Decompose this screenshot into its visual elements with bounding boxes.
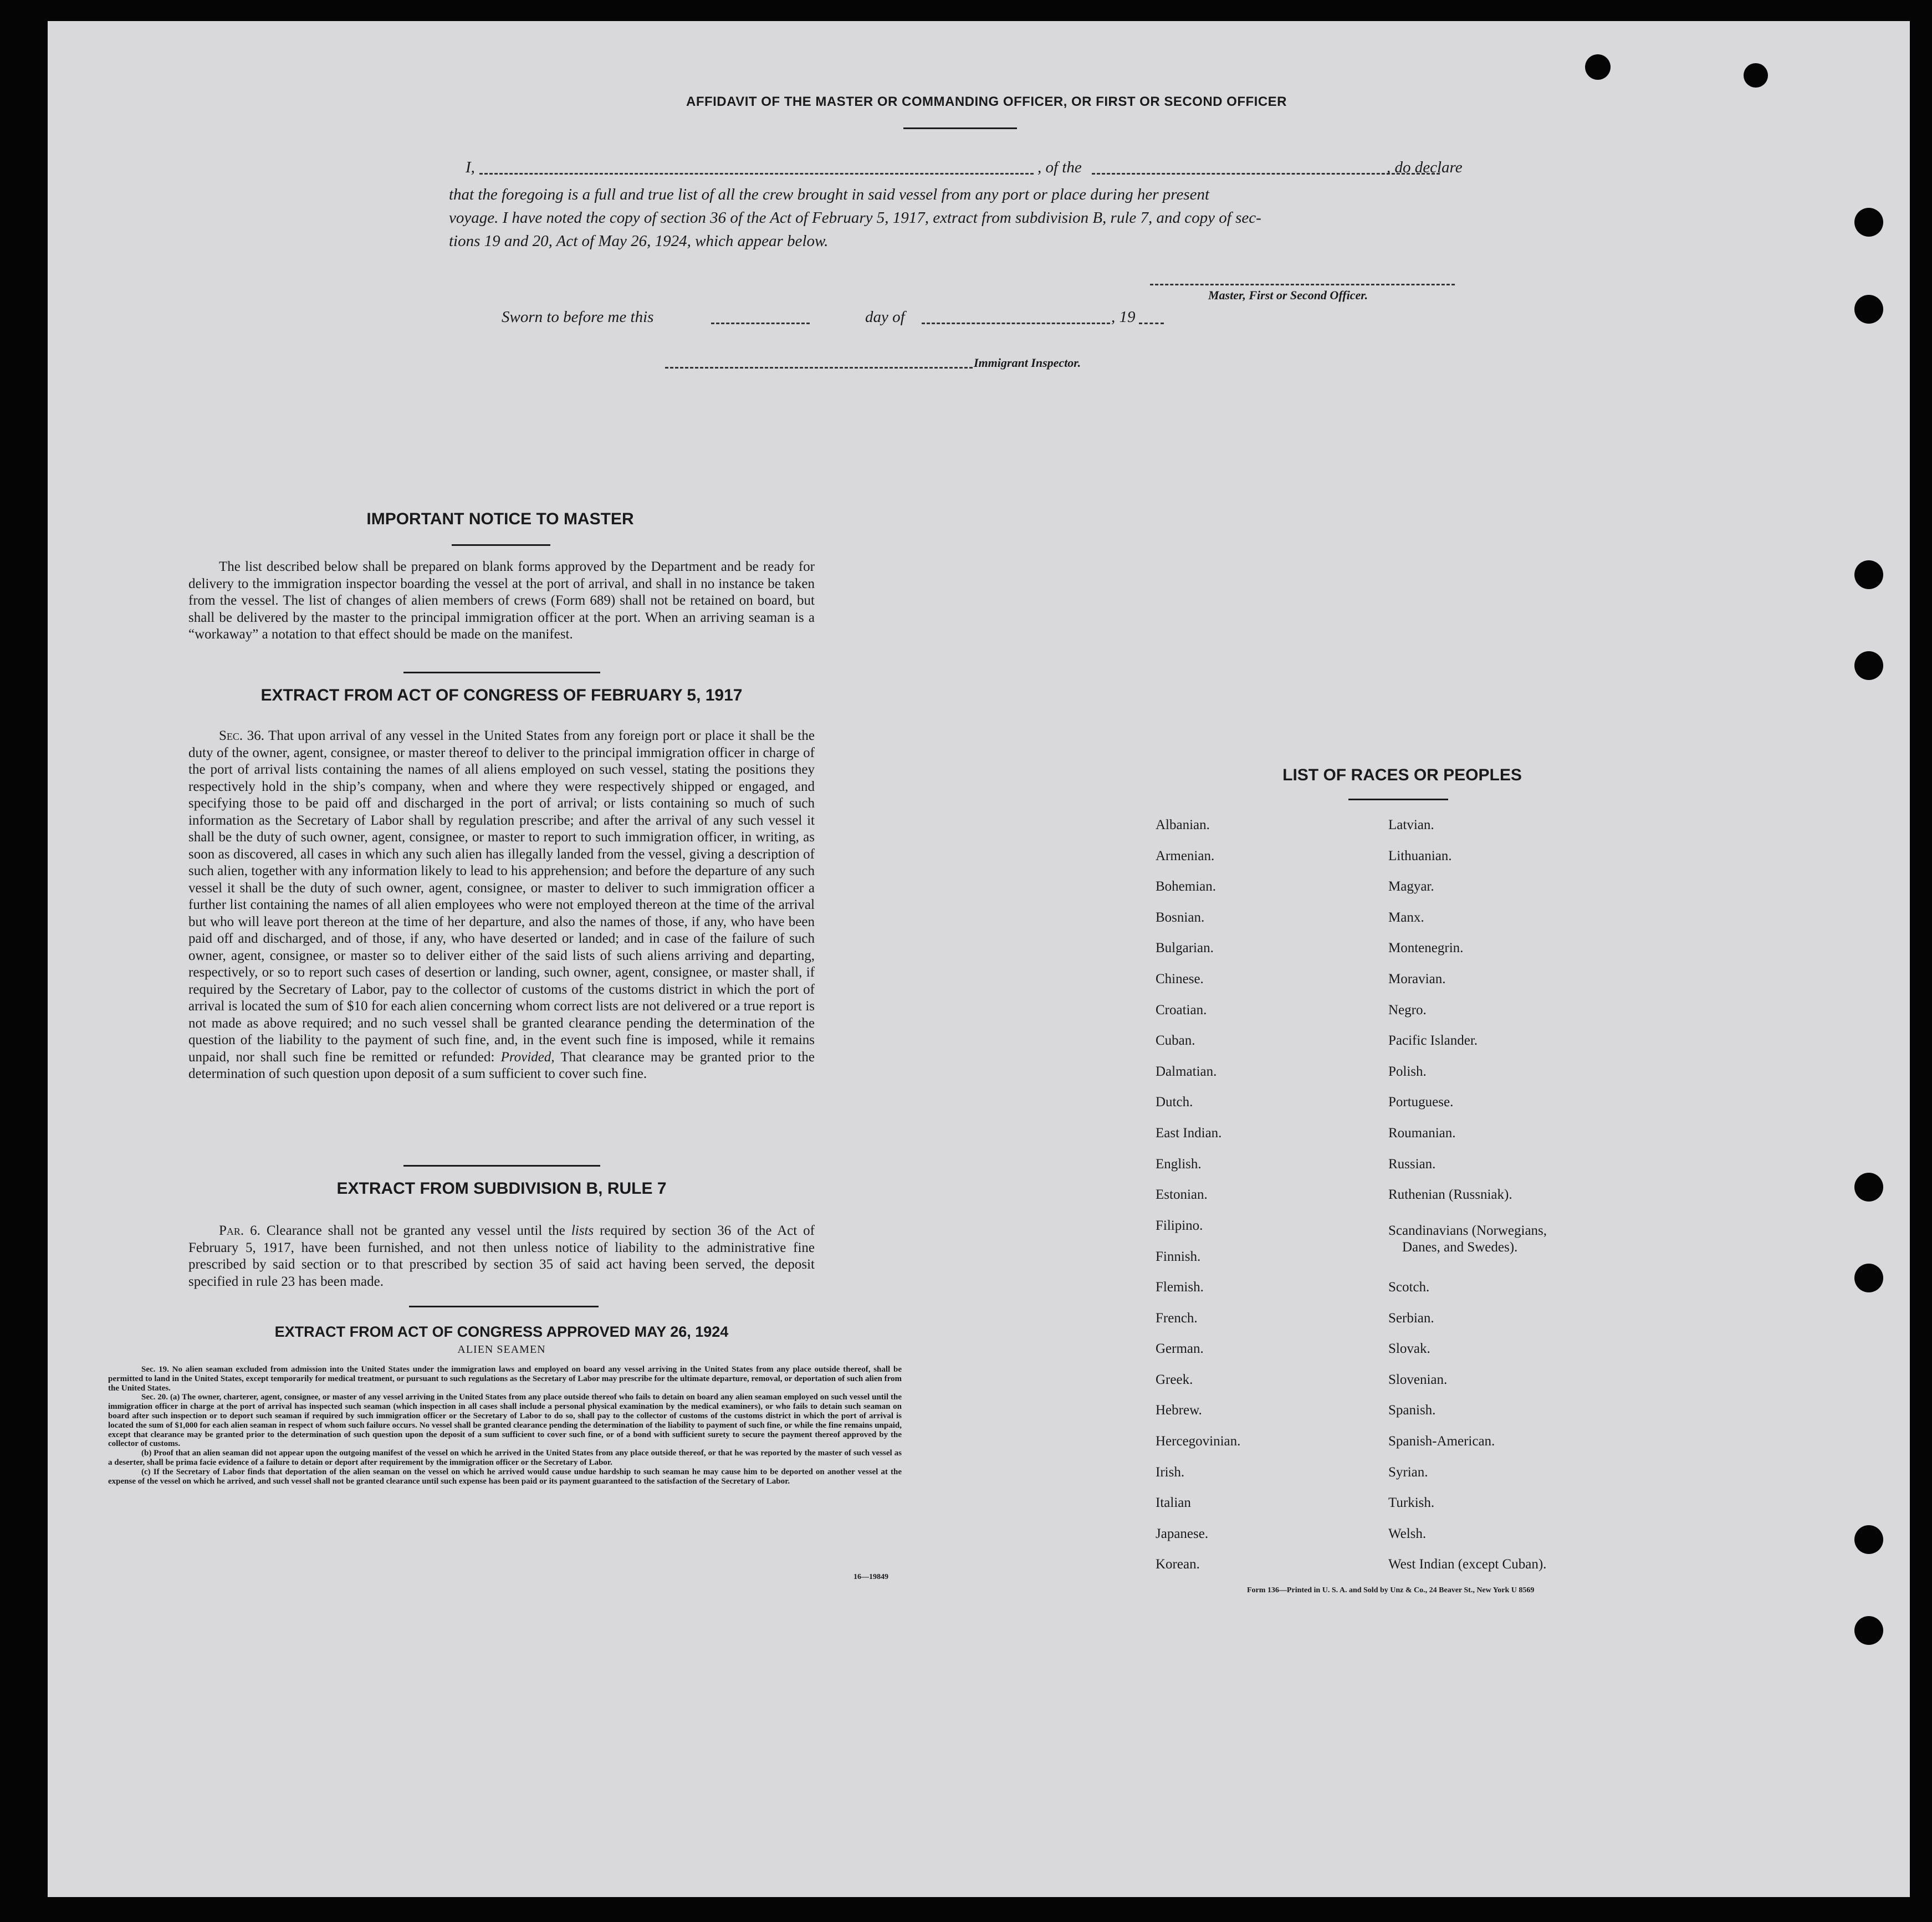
race-item: English. [1156,1156,1202,1172]
form-footer: Form 136—Printed in U. S. A. and Sold by Unz & Co., 24 Beaver St., New York U 8569 [1247,1586,1535,1594]
punch-hole [1854,295,1883,324]
race-item: Latvian. [1388,817,1434,832]
punch-hole [1854,560,1883,589]
year-blank [1139,323,1164,324]
race-item: Flemish. [1156,1280,1204,1295]
race-item: Bohemian. [1156,879,1217,894]
rule-7-title: EXTRACT FROM SUBDIVISION B, RULE 7 [336,1179,667,1198]
race-item: French. [1156,1310,1198,1326]
race-item: Turkish. [1388,1495,1435,1511]
race-item: Dutch. [1156,1095,1193,1110]
race-item: Chinese. [1156,972,1204,986]
race-item: Montenegrin. [1388,940,1464,956]
race-item: Japanese. [1156,1526,1209,1541]
month-blank [922,323,1110,324]
signature-label: Master, First or Second Officer. [1208,288,1368,302]
race-item: Portuguese. [1388,1095,1454,1110]
affidavit-paragraph [449,183,1491,253]
race-item: Manx. [1388,909,1424,925]
divider [409,1306,599,1307]
race-item: Albanian. [1156,817,1210,832]
race-item: Ruthenian (Russniak). [1388,1187,1512,1203]
section-36-text: Sec. 36. That upon arrival of any vessel in the United States from any foreign port or place it shall be the duty of the owner, agent, consignee, or master thereof to deliver to the principal immigration officer in charge of the port of arrival lists containing the names of all aliens employed on such vessel, stating the positions they respectively hold in the ship’s company, when and where they were respectively shipped or engaged, and specifying those to be paid off and discharged in the port of arrival; or lists containing so much of such information as the Secretary of Labor shall by regulation prescribe; and after the arrival of any such vessel it shall be the duty of such owner, agent, consignee, or master to report to such immigration officer, in writing, as soon as discovered, all cases in which any such alien has illegally landed from the vessel, giving a description of such alien, together with any information likely to lead to his apprehension; and before the departure of any such vessel it shall be the duty of such owner, agent, consignee, or master to deliver to such immigration officer a further list containing the names of all alien employees who were not employed thereon at the time of the arrival but who will leave port thereon at the time of her departure, and also the names of those, if any, who have been paid off and discharged, and of those, if any, who have deserted or landed; and in case of the failure of such owner, agent, consignee, or master so to deliver either of the said lists of such aliens arriving and departing, respectively, or so to report such cases of desertion or landing, such owner, agent, consignee, or master shall, if required by the Secretary of Labor, pay to the collector of customs of the customs district in which the port of arrival is located the sum of $10 for each alien concerning whom correct lists are not delivered or a true report is not made as above required; and no such vessel shall be granted clearance pending the determination of the question of the liability to the payment of such fine, and, in the event such fine is imposed, while it remains unpaid, nor shall such fine be remitted or refunded: Provided, That clearance may be granted prior to the determination of such question upon deposit of a sum sufficient to cover such fine. [188,728,815,1081]
year-text: , 19 [1111,308,1136,326]
race-item: Scotch. [1388,1280,1430,1295]
race-item: Russian. [1388,1156,1436,1172]
race-item: Polish. [1388,1064,1427,1079]
race-item: East Indian. [1156,1126,1222,1141]
punch-hole [1854,1525,1883,1554]
race-item: West Indian (except Cuban). [1388,1557,1547,1572]
race-item: Spanish. [1388,1403,1436,1418]
section-20b-text: (b) Proof that an alien seaman did not appear upon the outgoing manifest of the vessel on which he arrived in the United States from any place outside thereof, or that he was reported by the master of such vessel as a deserter, shall be prima facie evidence of a failure to detain or deport after requirement by the immigration officer or the Secretary of Labor. [108,1449,902,1467]
affidavit-i: I, [466,159,475,176]
day-of-text: day of [865,308,905,326]
affidavit-declare: , do declare [1387,159,1463,176]
race-item: German. [1156,1341,1204,1357]
race-item: Serbian. [1388,1310,1434,1326]
races-title: LIST OF RACES OR PEOPLES [1282,766,1522,784]
race-item: Bulgarian. [1156,940,1214,956]
affidavit-line-1 [449,159,1488,181]
race-item: Greek. [1156,1372,1193,1387]
divider [403,1165,600,1167]
divider [903,127,1017,129]
race-item: Irish. [1156,1464,1185,1480]
extract-1924-text [108,1365,902,1486]
race-item: Estonian. [1156,1187,1208,1203]
affidavit-of: , of the [1037,159,1082,176]
punch-hole [1585,54,1611,80]
notice-text: The list described below shall be prepared on blank forms approved by the Department and be ready for delivery to the immigration inspector boarding the vessel at the port of arrival, and shall in no instance be taken from the vessel. The list of changes of alien members of crews (Form 689) shall not be retained on board, but shall be delivered by the master to the principal immigration officer at the port. When an arriving seaman is a “workaway” a notation to that effect should be made on the manifest. [188,559,815,642]
race-item: Croatian. [1156,1002,1207,1018]
notice-title: IMPORTANT NOTICE TO MASTER [366,510,634,528]
race-item: Scandinavians (Norwegians, [1388,1223,1547,1238]
race-item: Welsh. [1388,1526,1427,1541]
race-item: Filipino. [1156,1218,1203,1233]
punch-hole [1744,63,1768,88]
affidavit-line-4: tions 19 and 20, Act of May 26, 1924, which appear below. [449,232,829,250]
punch-hole [1854,208,1883,237]
section-19-text: Sec. 19. No alien seaman excluded from admission into the United States under the immigration laws and employed on board any vessel arriving in the United States from any place outside thereof, shall be permitted to land in the United States, except temporarily for medical treatment, or pursuant to such regulations as the Secretary of Labor may prescribe for the ultimate departure, removal, or deportation of such alien from the United States. [108,1365,902,1393]
race-item: Slovak. [1388,1341,1430,1357]
race-item: Korean. [1156,1557,1200,1572]
inspector-label: Immigrant Inspector. [974,356,1081,370]
inspector-line [665,367,973,369]
form-code: 16—19849 [853,1573,888,1581]
race-item: Cuban. [1156,1033,1195,1049]
affidavit-title: AFFIDAVIT OF THE MASTER OR COMMANDING OFFICER, OR FIRST OR SECOND OFFICER [686,94,1287,109]
punch-hole [1854,651,1883,680]
divider [452,544,550,546]
name-blank [479,173,1034,175]
alien-seamen-subtitle: ALIEN SEAMEN [457,1343,546,1356]
race-item: Slovenian. [1388,1372,1448,1387]
extract-1924-title: EXTRACT FROM ACT OF CONGRESS APPROVED MAY 26, 1924 [274,1323,729,1340]
race-item: Roumanian. [1388,1126,1456,1141]
race-item: Lithuanian. [1388,848,1452,863]
paragraph-6-text: Par. 6. Clearance shall not be granted any vessel until the lists required by section 36 of the Act of February 5, 1917, have been furnished, and not then unless notice of liability to the administrative fine prescribed by said section or to that prescribed by section 35 of said act having been served, the deposit specified in rule 23 has been made. [188,1223,815,1289]
race-item: Danes, and Swedes). [1402,1240,1518,1255]
day-blank [711,323,810,324]
race-item: Dalmatian. [1156,1064,1217,1079]
affidavit-line-2: that the foregoing is a full and true list of all the crew brought in said vessel from any port or place during her present [449,186,1210,203]
signature-line [1150,284,1455,285]
race-item: Hebrew. [1156,1403,1202,1418]
race-item: Armenian. [1156,848,1215,863]
divider [403,672,600,673]
race-item: Spanish-American. [1388,1434,1495,1449]
race-item: Negro. [1388,1002,1427,1018]
race-item: Hercegovinian. [1156,1434,1241,1449]
sworn-line [502,308,1178,330]
race-item: Syrian. [1388,1464,1428,1480]
race-item: Finnish. [1156,1249,1201,1264]
race-item: Pacific Islander. [1388,1033,1478,1049]
race-item: Moravian. [1388,972,1446,986]
extract-1917-title: EXTRACT FROM ACT OF CONGRESS OF FEBRUARY 5, 1917 [260,686,743,704]
affidavit-line-3: voyage. I have noted the copy of section 36 of the Act of February 5, 1917, extract from subdivision B, rule 7, and copy of sec- [449,209,1261,227]
punch-hole [1854,1616,1883,1645]
punch-hole [1854,1173,1883,1202]
section-20a-text: Sec. 20. (a) The owner, charterer, agent, consignee, or master of any vessel arriving in the United States from any place outside thereof who fails to detain on board any alien seaman employed on such vessel until the immigration officer in charge at the port of arrival has inspected such seaman (which inspection in all cases shall include a personal physical examination by the medical examiners), or who fails to detain such seaman on board after such inspection or to deport such seaman if required by such immigration officer or the Secretary of Labor to do so, shall pay to the collector of customs of the customs district in which the port of arrival is located the sum of $1,000 for each alien seaman in respect of whom such failure occurs. No vessel shall be granted clearance pending the determination of the liability to payment of such fine, or while the fine remains unpaid, except that clearance may be granted prior to the determination of such question upon the deposit of a sum sufficient to cover such fine, or of a bond with sufficient surety to secure the payment thereof approved by the collector of customs. [108,1393,902,1449]
divider [1348,799,1448,800]
punch-hole [1854,1264,1883,1292]
race-item: Bosnian. [1156,909,1205,925]
race-item: Magyar. [1388,879,1434,894]
race-item: Italian [1156,1495,1191,1511]
sworn-text: Sworn to before me this [502,308,654,326]
section-20c-text: (c) If the Secretary of Labor finds that deportation of the alien seaman on the vessel on which he arrived would cause undue hardship to such seaman he may cause him to be deported on another vessel at the expense of the vessel on which he arrived, and such vessel shall not be granted clearance until such expense has been paid or its payment guaranteed to the satisfaction of the Secretary of Labor. [108,1467,902,1486]
